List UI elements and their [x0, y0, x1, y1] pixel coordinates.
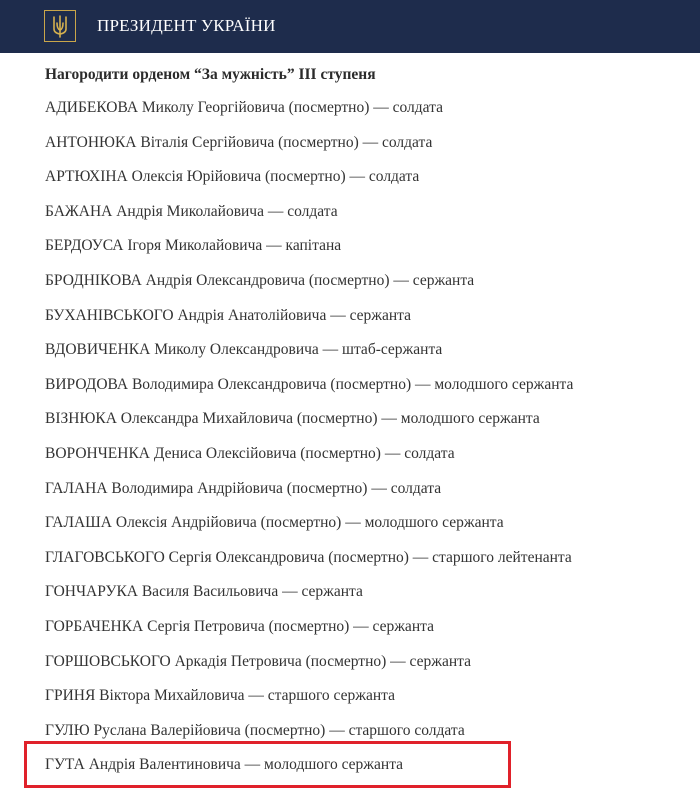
- recipient-item: ГОНЧАРУКА Василя Васильовича — сержанта: [45, 583, 363, 601]
- site-header: [0, 0, 700, 53]
- recipient-item: ВИРОДОВА Володимира Олександровича (посмертно) — молодшого сержанта: [45, 375, 574, 393]
- recipient-item: ГУЛЮ Руслана Валерійовича (посмертно) — старшого солдата: [45, 721, 465, 739]
- decree-heading: Нагородити орденом “За мужність” III ступеня: [45, 66, 376, 83]
- recipient-item-highlighted: ГУТА Андрія Валентиновича — молодшого сержанта: [45, 756, 404, 774]
- recipient-item: ГЛАГОВСЬКОГО Сергія Олександровича (посмертно) — старшого лейтенанта: [45, 548, 572, 566]
- recipient-item: ГАЛАША Олексія Андрійовича (посмертно) — молодшого сержанта: [45, 514, 504, 532]
- recipient-list: [45, 97, 685, 789]
- recipient-item: БАЖАНА Андрія Миколайовича — солдата: [45, 202, 338, 220]
- recipient-item: АДИБЕКОВА Миколу Георгійовича (посмертно) — солдата: [45, 99, 443, 116]
- recipient-item: ГОРШОВСЬКОГО Аркадія Петровича (посмертно) — сержанта: [45, 652, 471, 670]
- recipient-item: ВОРОНЧЕНКА Дениса Олексійовича (посмертно) — солдата: [45, 444, 455, 462]
- recipient-item: БЕРДОУСА Ігоря Миколайовича — капітана: [45, 237, 342, 255]
- recipient-item: АНТОНЮКА Віталія Сергійовича (посмертно) — солдата: [45, 133, 433, 151]
- recipient-item: ВІЗНЮКА Олександра Михайловича (посмертно) — молодшого сержанта: [45, 410, 540, 428]
- recipient-item: ГАЛАНА Володимира Андрійовича (посмертно) — солдата: [45, 479, 442, 497]
- recipient-item: АРТЮХІНА Олексія Юрійовича (посмертно) — солдата: [45, 168, 420, 186]
- recipient-item: БРОДНІКОВА Андрія Олександровича (посмертно) — сержанта: [45, 271, 475, 289]
- decree-content: [45, 64, 685, 774]
- recipient-item: ГОРБАЧЕНКА Сергія Петровича (посмертно) — сержанта: [45, 617, 434, 635]
- site-title[interactable]: ПРЕЗИДЕНТ УКРАЇНИ: [97, 16, 276, 35]
- highlight-frame: [24, 741, 511, 788]
- trident-icon[interactable]: [44, 10, 76, 42]
- recipient-item: БУХАНІВСЬКОГО Андрія Анатолійовича — сержанта: [45, 306, 412, 324]
- recipient-item: ГРИНЯ Віктора Михайловича — старшого сержанта: [45, 687, 395, 705]
- recipient-item: ВДОВИЧЕНКА Миколу Олександровича — штаб-сержанта: [45, 341, 443, 359]
